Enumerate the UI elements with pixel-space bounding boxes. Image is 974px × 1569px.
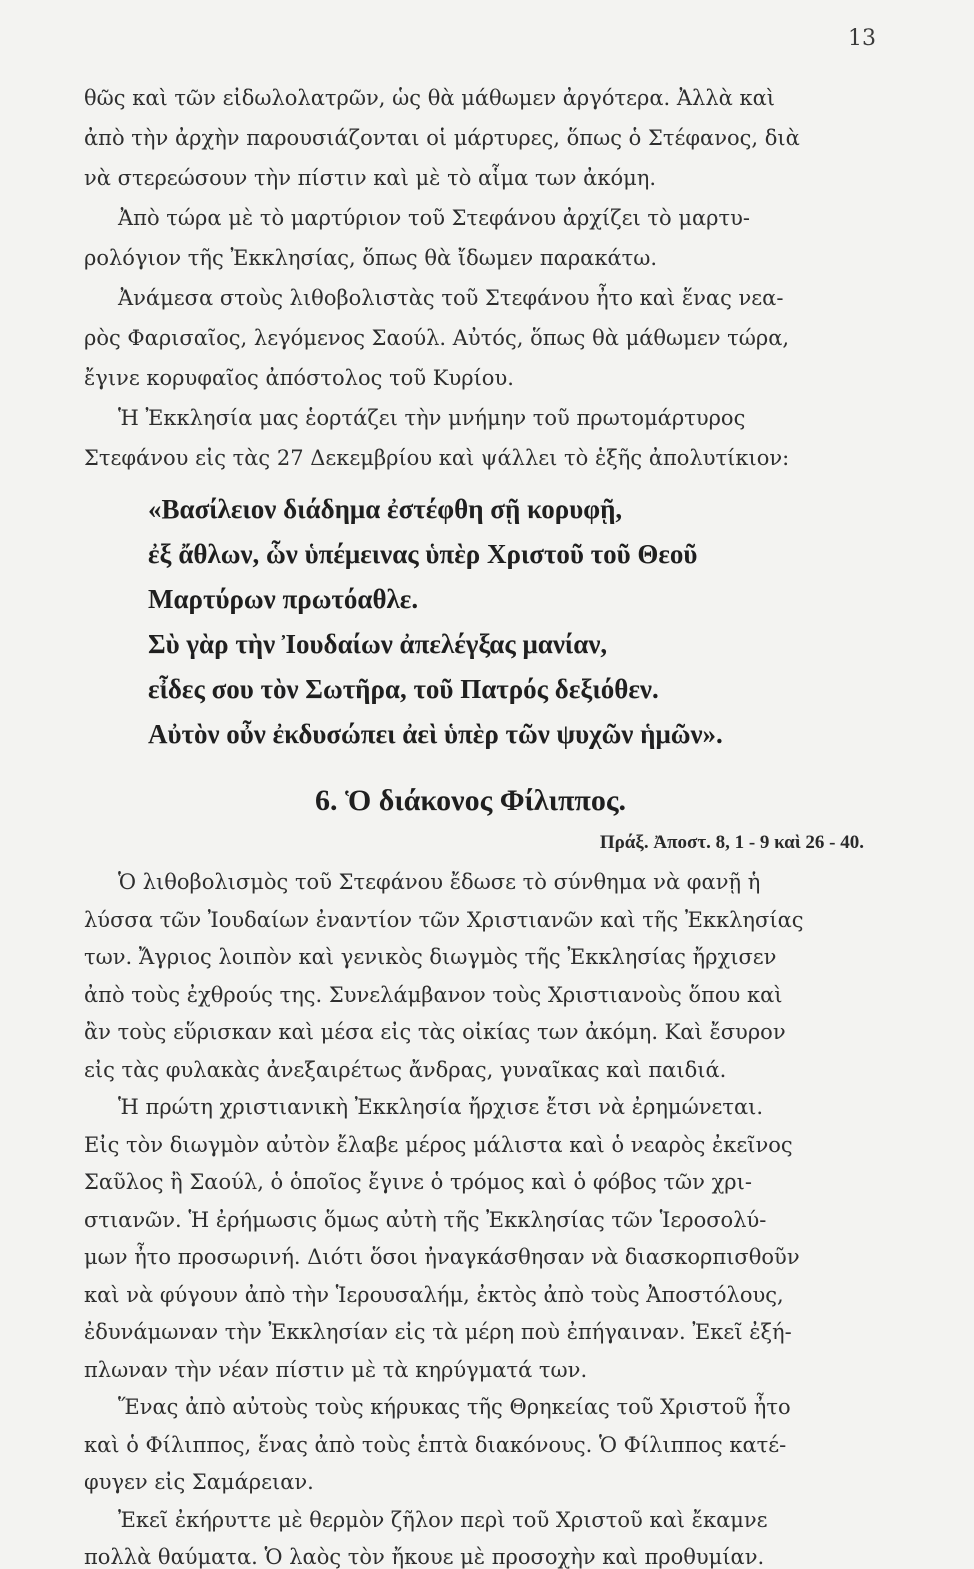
text-line: Ἀπὸ τώρα μὲ τὸ μαρτύριον τοῦ Στεφάνου ἀρχίζει τὸ μαρτυ-: [118, 206, 751, 230]
text-line: ἀπὸ τὴν ἀρχὴν παρουσιάζονται οἱ μάρτυρες, ὅπως ὁ Στέφανος, διὰ: [84, 126, 800, 150]
text-line: των. Ἄγριος λοιπὸν καὶ γενικὸς διωγμὸς τῆς Ἐκκλησίας ἤρχισεν: [84, 945, 777, 969]
text-line: θῶς καὶ τῶν εἰδωλολατρῶν, ὡς θὰ μάθωμεν ἀργότερα. Ἀλλὰ καὶ: [84, 86, 776, 110]
text-line: ἔγινε κορυφαῖος ἀπόστολος τοῦ Κυρίου.: [84, 366, 514, 390]
text-line: μων ἦτο προσωρινή. Διότι ὅσοι ἠναγκάσθησαν νὰ διασκορπισθοῦν: [84, 1245, 800, 1269]
text-line: Ὁ λιθοβολισμὸς τοῦ Στεφάνου ἔδωσε τὸ σύνθημα νὰ φανῇ ἡ: [118, 870, 761, 894]
section-title: 6. Ὁ διάκονος Φίλιππος.: [315, 784, 626, 817]
page-number: 13: [848, 26, 876, 51]
text-line: Ἀνάμεσα στοὺς λιθοβολιστὰς τοῦ Στεφάνου ἦτο καὶ ἕνας νεα-: [118, 286, 784, 310]
text-line: καὶ ὁ Φίλιππος, ἕνας ἀπὸ τοὺς ἑπτὰ διακόνους. Ὁ Φίλιππος κατέ-: [84, 1432, 787, 1457]
hymn-line: Σὺ γὰρ τὴν Ἰουδαίων ἀπελέγξας μανίαν,: [148, 629, 608, 659]
text-line: εἰς τὰς φυλακὰς ἀνεξαιρέτως ἄνδρας, γυναῖκας καὶ παιδιά.: [84, 1057, 727, 1082]
text-line: Ἕνας ἀπὸ αὐτοὺς τοὺς κήρυκας τῆς Θρηκείας τοῦ Χριστοῦ ἦτο: [118, 1395, 791, 1419]
hymn-line: «Βασίλειον διάδημα ἐστέφθη σῇ κορυφῇ,: [148, 494, 623, 524]
text-line: ρολόγιον τῆς Ἐκκλησίας, ὅπως θὰ ἴδωμεν παρακάτω.: [84, 246, 658, 270]
text-line: νὰ στερεώσουν τὴν πίστιν καὶ μὲ τὸ αἷμα των ἀκόμη.: [84, 166, 656, 190]
text-line: καὶ νὰ φύγουν ἀπὸ τὴν Ἱερουσαλήμ, ἐκτὸς ἀπὸ τοὺς Ἀποστόλους,: [84, 1282, 784, 1307]
text-line: ρὸς Φαρισαῖος, λεγόμενος Σαούλ. Αὐτός, ὅπως θὰ μάθωμεν τώρα,: [84, 326, 790, 350]
text-line: Εἰς τὸν διωγμὸν αὐτὸν ἔλαβε μέρος μάλιστα καὶ ὁ νεαρὸς ἐκεῖνος: [84, 1132, 793, 1157]
text-line: ἂν τοὺς εὕρισκαν καὶ μέσα εἰς τὰς οἰκίας των ἀκόμη. Καὶ ἔσυρον: [84, 1020, 786, 1044]
text-line: ἀπὸ τοὺς ἐχθρούς της. Συνελάμβανον τοὺς Χριστιανοὺς ὅπου καὶ: [84, 982, 783, 1007]
text-line: φυγεν εἰς Σαμάρειαν.: [84, 1470, 314, 1494]
text-line: ἐδυνάμωναν τὴν Ἐκκλησίαν εἰς τὰ μέρη ποὺ ἐπήγαιναν. Ἐκεῖ ἐξή-: [84, 1320, 792, 1344]
text-line: πλωναν τὴν νέαν πίστιν μὲ τὰ κηρύγματά των.: [84, 1357, 588, 1382]
text-line: Ἡ Ἐκκλησία μας ἑορτάζει τὴν μνήμην τοῦ πρωτομάρτυρος: [118, 406, 746, 430]
hymn-line: Αὐτὸν οὖν ἐκδυσώπει ἀεὶ ὑπὲρ τῶν ψυχῶν ἡμῶν».: [148, 719, 723, 749]
hymn-line: ἐξ ἄθλων, ὧν ὑπέμεινας ὑπὲρ Χριστοῦ τοῦ Θεοῦ: [148, 539, 698, 569]
text-line: Σαῦλος ἢ Σαούλ, ὁ ὁποῖος ἔγινε ὁ τρόμος καὶ ὁ φόβος τῶν χρι-: [84, 1170, 752, 1194]
hymn-line: εἶδες σου τὸν Σωτῆρα, τοῦ Πατρός δεξιόθεν.: [148, 674, 659, 704]
text-line: Ἡ πρώτη χριστιανικὴ Ἐκκλησία ἤρχισε ἔτσι νὰ ἐρημώνεται.: [118, 1095, 764, 1119]
text-line: στιανῶν. Ἡ ἐρήμωσις ὅμως αὐτὴ τῆς Ἐκκλησίας τῶν Ἱεροσολύ-: [84, 1207, 767, 1232]
text-line: Ἐκεῖ ἐκήρυττε μὲ θερμὸν ζῆλον περὶ τοῦ Χριστοῦ καὶ ἔκαμνε: [118, 1507, 768, 1532]
text-line: λύσσα τῶν Ἰουδαίων ἐναντίον τῶν Χριστιανῶν καὶ τῆς Ἐκκλησίας: [84, 907, 804, 932]
text-line: πολλὰ θαύματα. Ὁ λαὸς τὸν ἤκουε μὲ προσοχὴν καὶ προθυμίαν.: [84, 1545, 765, 1569]
text-line: Στεφάνου εἰς τὰς 27 Δεκεμβρίου καὶ ψάλλει τὸ ἑξῆς ἀπολυτίκιον:: [84, 446, 790, 470]
hymn-line: Μαρτύρων πρωτόαθλε.: [148, 584, 419, 614]
scripture-reference: Πράξ. Ἀποστ. 8, 1 - 9 καὶ 26 - 40.: [599, 832, 864, 853]
